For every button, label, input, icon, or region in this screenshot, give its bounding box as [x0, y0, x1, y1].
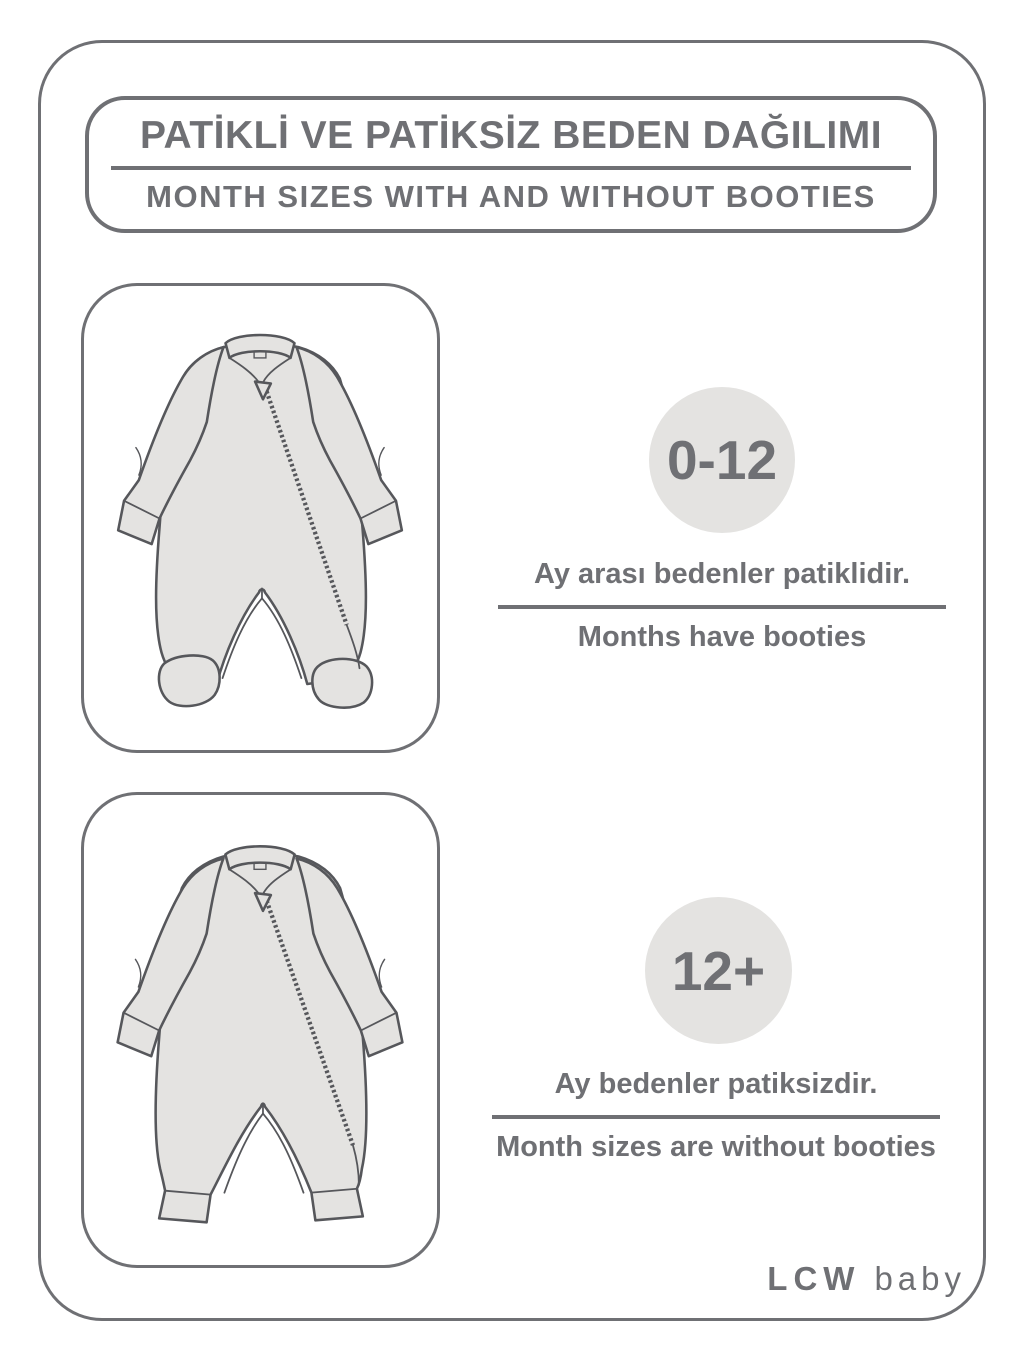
caption-with-booties-turkish: Ay arası bedenler patiklidir. — [533, 558, 911, 590]
footed-onesie-illustration — [84, 286, 437, 750]
size-badge-12-plus — [645, 897, 792, 1044]
footless-onesie-illustration — [84, 795, 437, 1265]
brand-logo — [767, 1260, 966, 1298]
caption-without-booties-english: Month sizes are without booties — [496, 1131, 936, 1164]
title-turkish: PATİKLİ VE PATİKSİZ BEDEN DAĞILIMI — [139, 114, 883, 157]
title-english: MONTH SIZES WITH AND WITHOUT BOOTIES — [146, 179, 876, 214]
illustration-card-without-booties — [81, 792, 440, 1268]
size-badge-12-plus-label: 12+ — [671, 939, 766, 1002]
caption-without-booties — [484, 1068, 948, 1165]
size-badge-0-12 — [649, 387, 795, 533]
illustration-card-with-booties — [81, 283, 440, 753]
caption-divider — [498, 605, 946, 609]
size-badge-0-12-label: 0-12 — [666, 429, 778, 491]
caption-divider — [492, 1115, 940, 1119]
caption-without-booties-turkish: Ay bedenler patiksizdir. — [554, 1068, 878, 1100]
title-box — [85, 96, 937, 233]
brand-lcw-text: LCW — [767, 1260, 861, 1297]
caption-with-booties — [490, 558, 954, 655]
brand-baby-text: baby — [874, 1260, 966, 1297]
title-divider — [111, 166, 911, 170]
caption-with-booties-english: Months have booties — [577, 621, 867, 654]
